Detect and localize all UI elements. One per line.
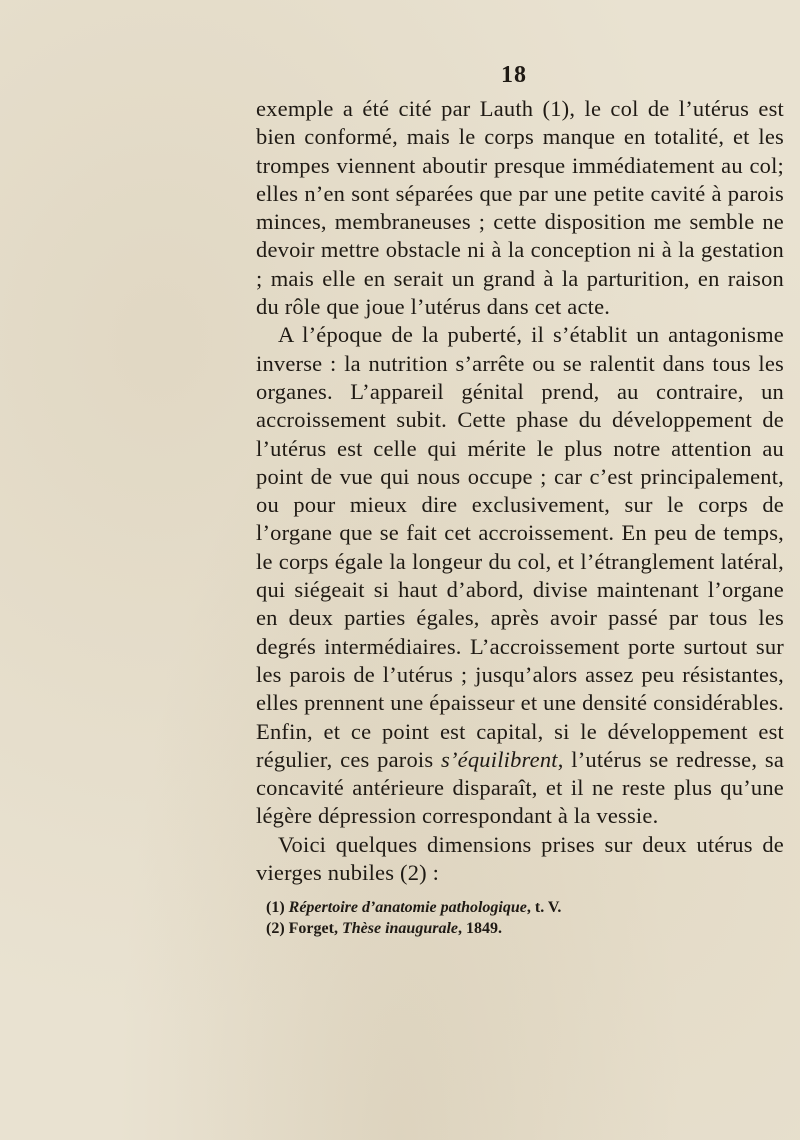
body-text xyxy=(256,95,784,887)
paragraph-3-text: Voici quelques dimensions prises sur deux utérus de vierges nubiles (2) : xyxy=(256,831,784,886)
paragraph-3 xyxy=(256,831,784,888)
paragraph-1-text: exemple a été cité par Lauth (1), le col de l’utérus est bien conformé, mais le corps manque en totalité, et les trompes viennent aboutir presque immédiatement au col; elles n’en sont séparées que par une petite cavité à parois minces, membraneuses ; cette disposition me semble ne devoir mettre obstacle ni à la conception ni à la gestation ; mais elle en serait un grand à la parturition, en raison du rôle que joue l’utérus dans cet acte. xyxy=(256,96,784,320)
paragraph-2-emphasis: s’équilibrent xyxy=(441,746,558,772)
paragraph-2-text-b: , l’utérus se redresse, sa concavité antérieure disparaît, et il ne reste plus qu’une légère dépression correspondant à la vessie. xyxy=(256,746,785,829)
footnote-2-title: Thèse inaugurale xyxy=(341,920,458,938)
paragraph-1 xyxy=(256,95,784,321)
footnotes xyxy=(266,897,784,939)
footnote-1 xyxy=(266,897,784,918)
footnote-2-rest: , 1849. xyxy=(457,920,502,938)
book-page xyxy=(256,62,784,939)
footnote-2-marker: (2) xyxy=(266,920,285,938)
paragraph-2 xyxy=(256,321,784,830)
page-number: 18 xyxy=(501,62,527,88)
footnote-2 xyxy=(266,918,784,939)
footnote-1-title: Répertoire d’anatomie pathologique xyxy=(288,899,527,917)
footnote-1-marker: (1) xyxy=(266,899,285,917)
footnote-1-rest: , t. V. xyxy=(526,899,562,917)
paragraph-2-text-a: A l’époque de la puberté, il s’établit un antagonisme inverse : la nutrition s’arrête ou se ralentit dans tous les organes. L’appareil génital prend, au contraire, un accroissement subit. Cette phase du développement de l’utérus est celle qui mérite le plus notre attention au point de vue qui nous occupe ; car c’est principalement, ou pour mieux dire exclusivement, sur le corps de l’organe que se fait cet accroissement. En peu de temps, le corps égale la longeur du col, et l’étranglement latéral, qui siégeait si haut d’abord, divise maintenant l’organe en deux parties égales, après avoir passé par tous les degrés intermédiaires. L’accroissement porte surtout sur les parois de l’utérus ; jusqu’alors assez peu résistantes, elles prennent une épaisseur et une densité considérables. Enfin, et ce point est capital, si le développement est régulier, ces parois xyxy=(256,322,784,772)
footnote-2-author: Forget, xyxy=(288,920,342,938)
